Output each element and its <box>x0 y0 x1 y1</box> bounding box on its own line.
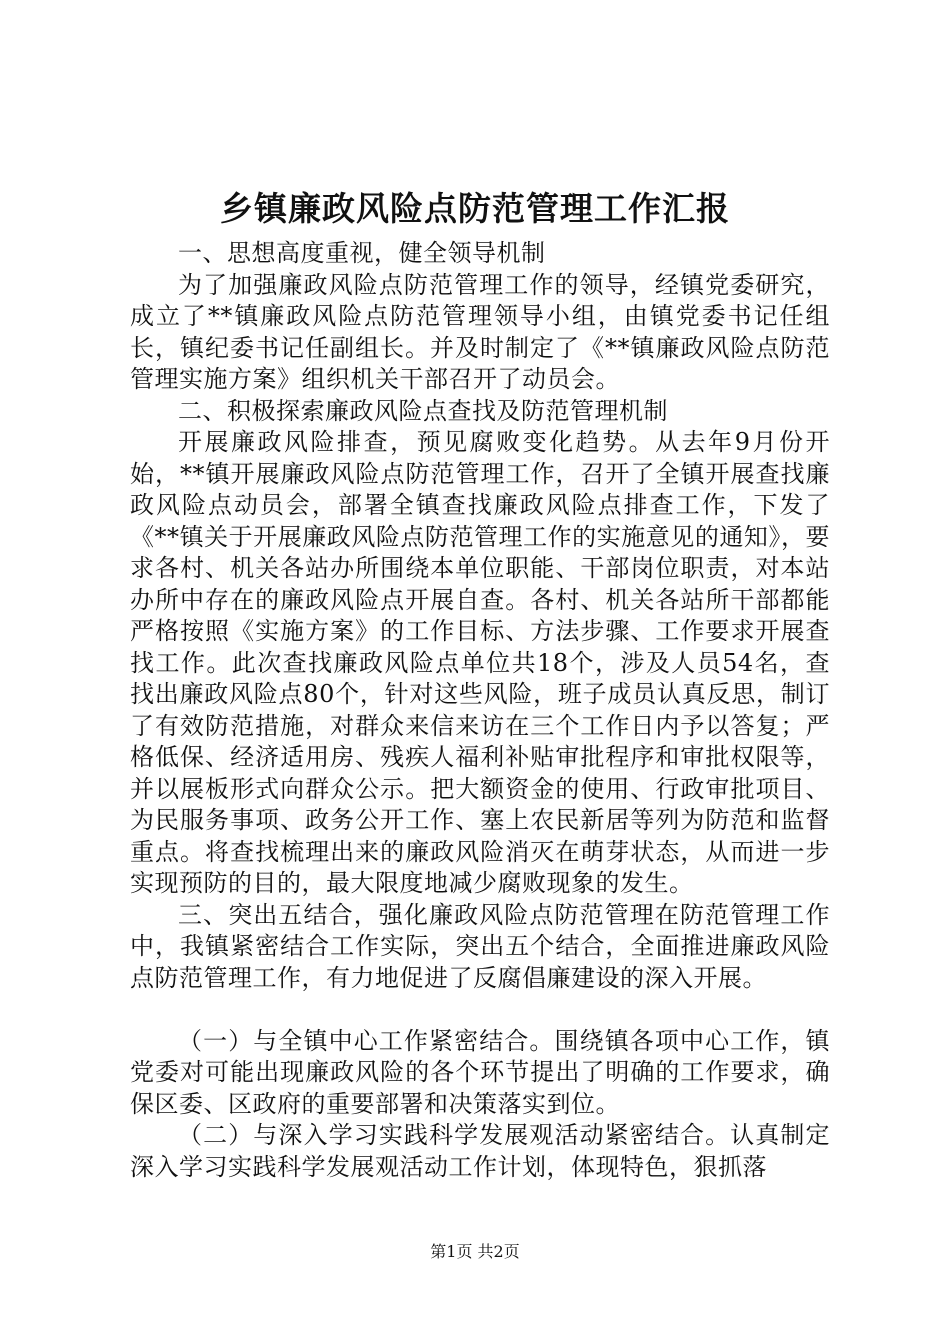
paragraph-1: 为了加强廉政风险点防范管理工作的领导，经镇党委研究，成立了**镇廉政风险点防范管理领导小组，由镇党委书记任组长，镇纪委书记任副组长。并及时制定了《**镇廉政风险点防范管理实施方案》组织机关干部召开了动员会。 <box>130 270 830 393</box>
section-heading-2: 二、积极探索廉政风险点查找及防范管理机制 <box>178 396 668 425</box>
page-number: 第1页 共2页 <box>430 1242 520 1261</box>
document-body <box>130 238 830 1183</box>
paragraph-gap <box>130 994 830 1026</box>
paragraph-4: （二）与深入学习实践科学发展观活动紧密结合。认真制定深入学习实践科学发展观活动工作计划，体现特色，狠抓落 <box>130 1121 830 1181</box>
section-heading-1: 一、思想高度重视，健全领导机制 <box>178 239 546 267</box>
section-heading-3: 三、突出五结合，强化廉政风险点防范管理在防范管理工作中，我镇紧密结合工作实际，突出五个结合，全面推进廉政风险点防范管理工作，有力地促进了反腐倡廉建设的深入开展。 <box>130 900 830 992</box>
document-title: 乡镇廉政风险点防范管理工作汇报 <box>220 189 730 228</box>
paragraph-2: 开展廉政风险排查，预见腐败变化趋势。从去年9月份开始，**镇开展廉政风险点防范管理工作，召开了全镇开展查找廉政风险点动员会，部署全镇查找廉政风险点排查工作，下发了《**镇关于开展廉政风险点防范管理工作的实施意见的通知》，要求各村、机关各站办所围绕本单位职能、干部岗位职责，对本站办所中存在的廉政风险点开展自查。各村、机关各站所干部都能严格按照《实施方案》的工作目标、方法步骤、工作要求开展查找工作。此次查找廉政风险点单位共18个，涉及人员54名，查找出廉政风险点80个，针对这些风险，班子成员认真反思，制订了有效防范措施，对群众来信来访在三个工作日内予以答复；严格低保、经济适用房、残疾人福利补贴审批程序和审批权限等，并以展板形式向群众公示。把大额资金的使用、行政审批项目、为民服务事项、政务公开工作、塞上农民新居等列为防范和监督重点。将查找梳理出来的廉政风险消灭在萌芽状态，从而进一步实现预防的目的，最大限度地减少腐败现象的发生。 <box>130 428 830 897</box>
paragraph-3: （一）与全镇中心工作紧密结合。围绕镇各项中心工作，镇党委对可能出现廉政风险的各个环节提出了明确的工作要求，确保区委、区政府的重要部署和决策落实到位。 <box>130 1026 830 1118</box>
